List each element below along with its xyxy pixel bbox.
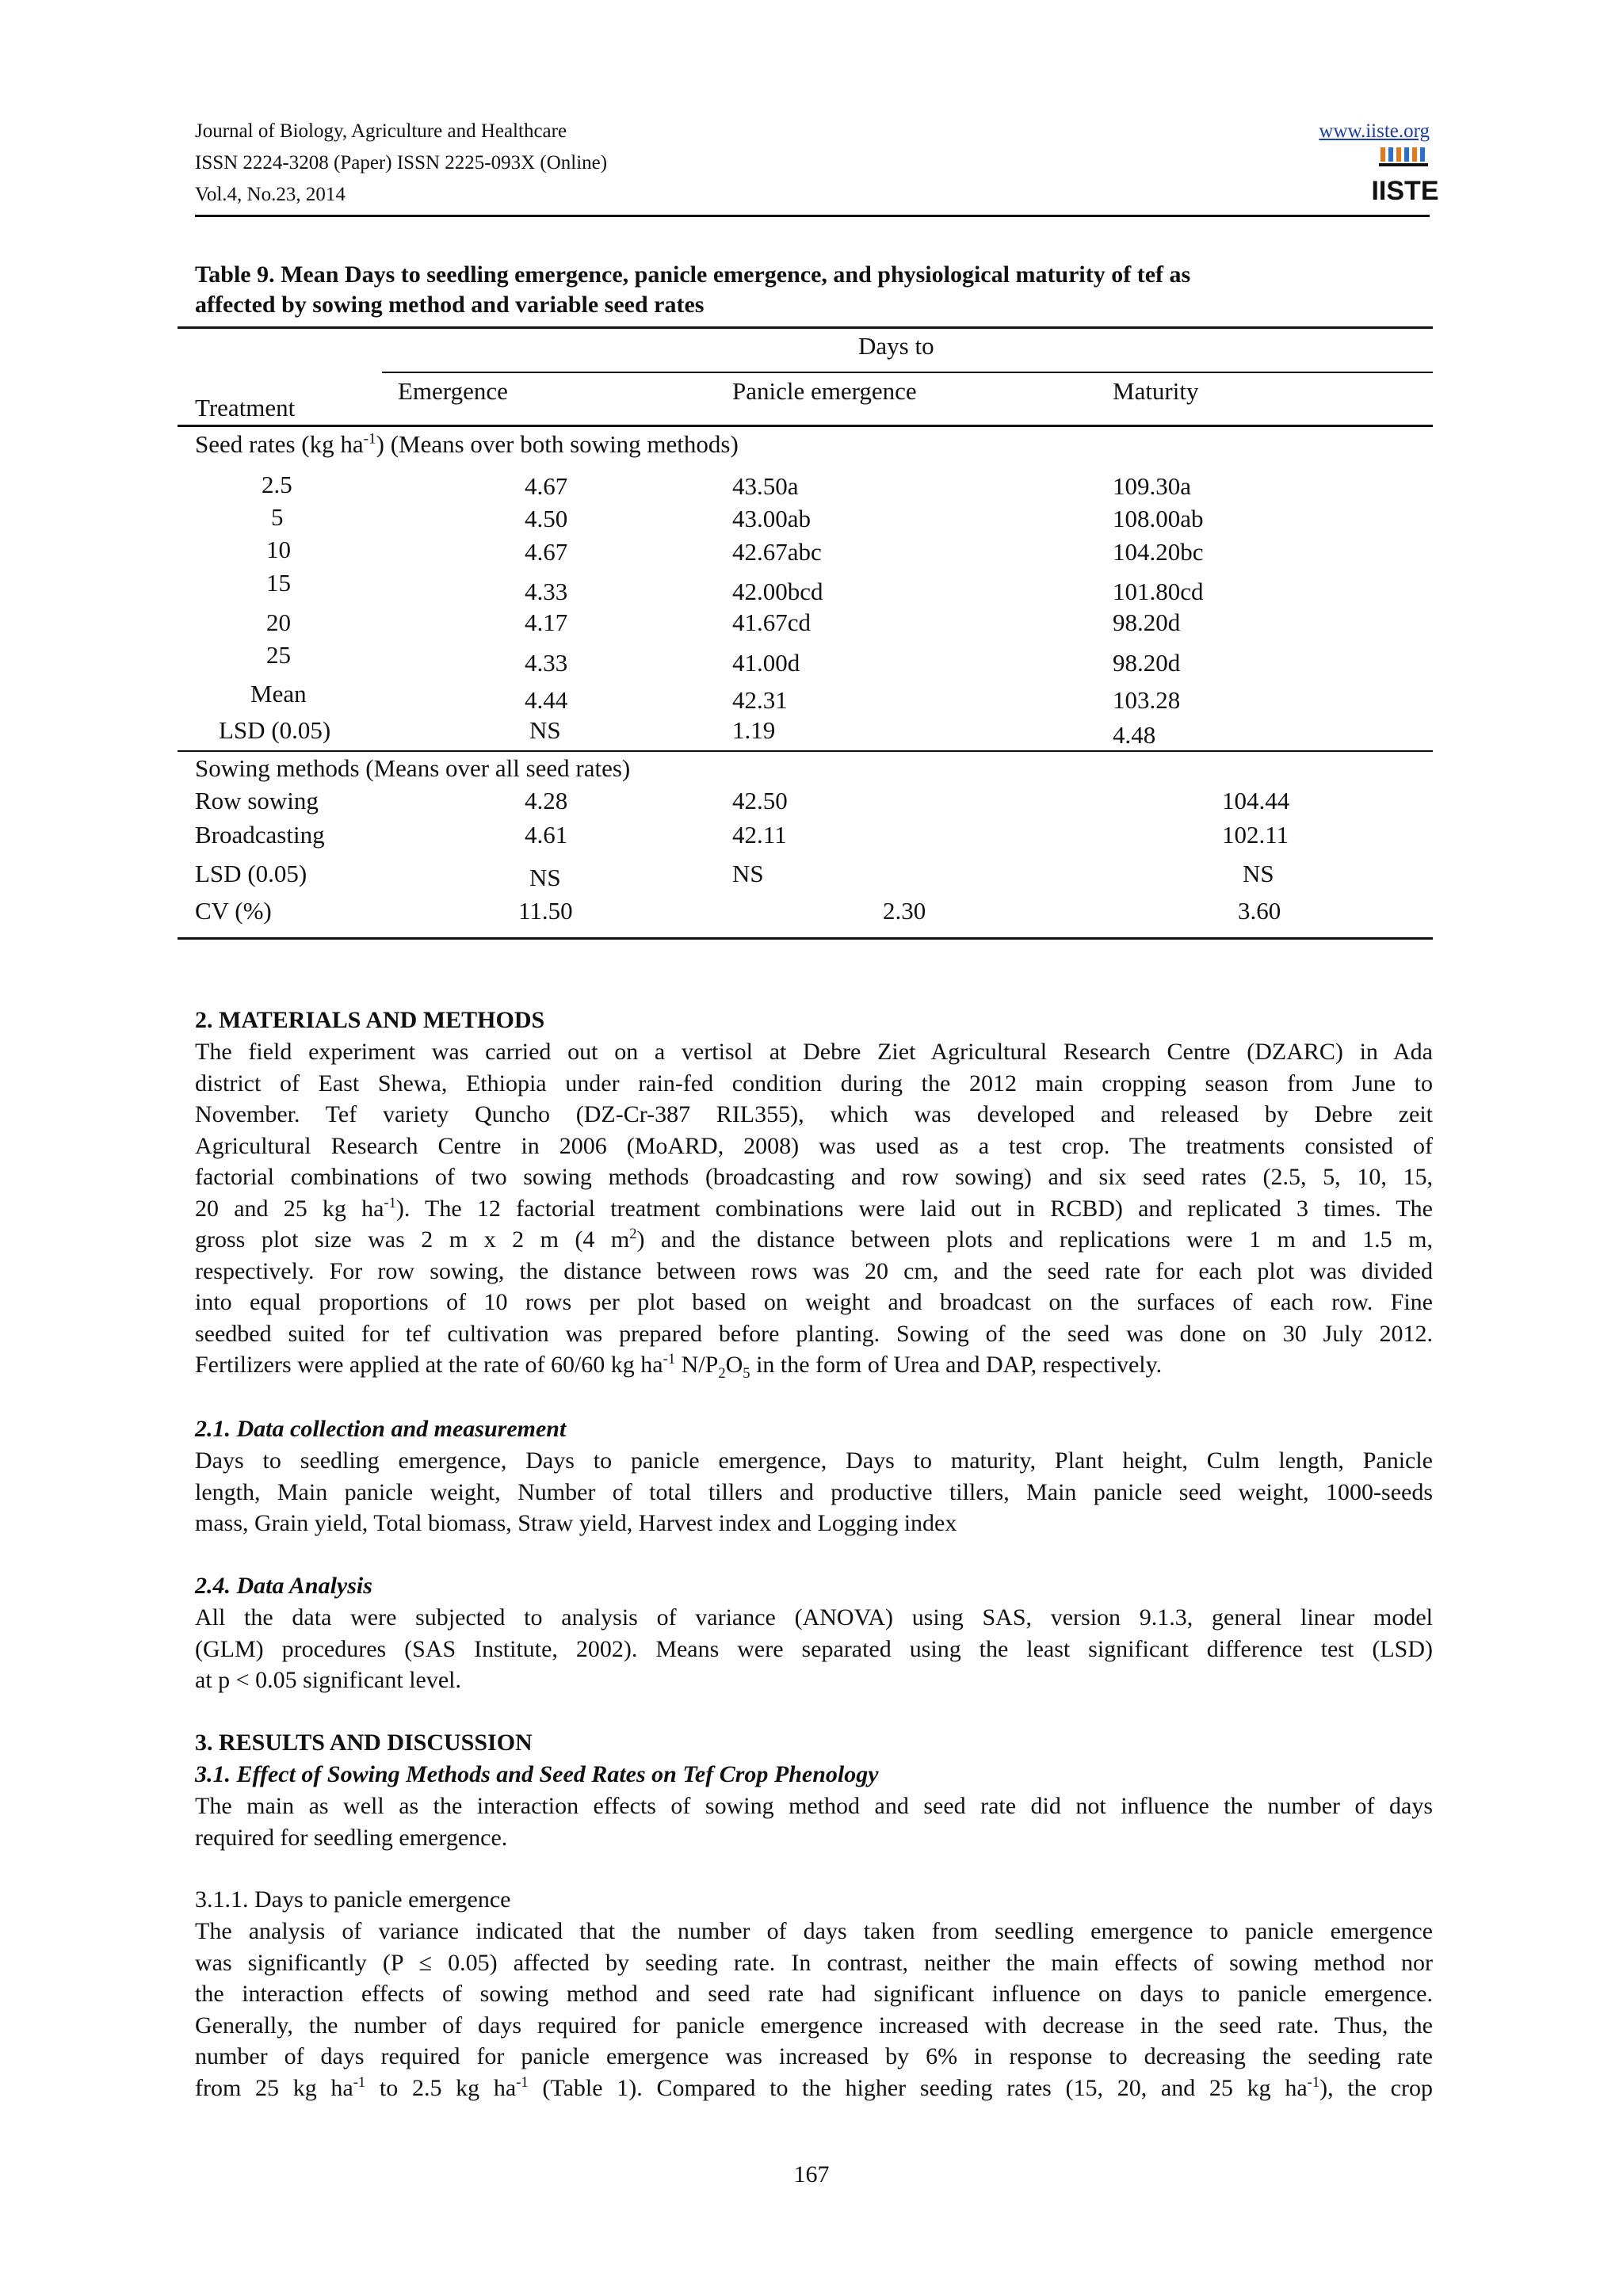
maturity-cell: 109.30a: [1113, 472, 1192, 500]
panicle-cell: 43.00ab: [732, 505, 812, 532]
maturity-cell: 104.44: [1222, 787, 1290, 814]
paragraph-data-collection: Days to seedling emergence, Days to panicle emergence, Days to maturity, Plant height, Culm length, Panicle length, Main panicle weight, Number of total tillers and productive tillers, Main panicle seed weight, 1000-seeds mass, Grain yield, Total biomass, Straw yield, Harvest index and Logging index: [195, 1447, 1433, 1536]
emergence-cell: 4.67: [525, 472, 568, 500]
emergence-cell: NS: [529, 716, 561, 744]
section-heading-panicle-emergence: 3.1.1. Days to panicle emergence: [195, 1886, 511, 1913]
header-rule: [195, 215, 1430, 217]
maturity-cell: 101.80cd: [1113, 578, 1204, 605]
panicle-cell: 42.00bcd: [732, 578, 823, 605]
section-heading-phenology: 3.1. Effect of Sowing Methods and Seed Rates on Tef Crop Phenology: [195, 1761, 879, 1787]
panicle-cell: 42.11: [732, 821, 787, 849]
panicle-cell: 2.30: [883, 897, 926, 925]
emergence-cell: NS: [529, 864, 561, 891]
table-group-rule: [382, 372, 1433, 373]
section-heading-data-collection: 2.1. Data collection and measurement: [195, 1416, 567, 1442]
paragraph-panicle-emergence: The analysis of variance indicated that the number of days taken from seedling emergence to panicle emergence was significantly (P ≤ 0.05) affected by seeding rate. In contrast, neither the main effects of sowing method nor the interaction effects of sowing method and seed rate had significant influence on days to panicle emergence. Generally, the number of days required for panicle emergence increased with decrease in the seed rate. Thus, the number of days required for panicle emergence was increased by 6% in response to decreasing the seeding rate from 25 kg $ha^{-1}$ to 2.5 kg $ha^{-1}$ (Table 1). Compared to the higher seeding rates (15, 20, and 25 kg $ha^{-1}$), the crop: [195, 1918, 1433, 2101]
panicle-cell: 41.67cd: [732, 608, 812, 636]
panicle-cell: 1.19: [732, 716, 776, 744]
maturity-cell: 104.20bc: [1113, 538, 1204, 566]
section-heading-data-analysis: 2.4. Data Analysis: [195, 1573, 372, 1599]
maturity-cell: NS: [1243, 860, 1274, 887]
journal-website-link[interactable]: www.iiste.org: [1319, 120, 1430, 142]
treatment-cell: LSD (0.05): [195, 860, 307, 887]
emergence-cell: 4.61: [525, 821, 568, 849]
treatment-cell: Row sowing: [195, 787, 319, 814]
panicle-cell: NS: [732, 860, 764, 887]
paragraph-materials-methods: The field experiment was carried out on a vertisol at Debre Ziet Agricultural Research Centre (DZARC) in Ada district of East Shewa, Ethiopia under rain-fed condition during the 2012 main cropping season from June to November. Tef variety Quncho (DZ-Cr-387 RIL355), which was developed and released by Debre zeit Agricultural Research Centre in 2006 (MoARD, 2008) was used as a test crop. The treatments consisted of factorial combinations of two sowing methods (broadcasting and row sowing) and six seed rates (2.5, 5, 10, 15, 20 and 25 kg $ha^{-1}$). The 12 factorial treatment combinations were laid out in RCBD) and replicated 3 times. The gross plot size was 2 m x 2 m (4 $m^2$) and the distance between plots and replications were 1 m and 1.5 m, respectively. For row sowing, the distance between rows was 20 cm, and the seed rate for each plot was divided into equal proportions of 10 rows per plot based on weight and broadcast on the surfaces of each row. Fine seedbed suited for tef cultivation was prepared before planting. Sowing of the seed was done on 30 July 2012. Fertilizers were applied at the rate of 60/60 kg $ha^{-1}$ $N/P_2O_5$ in the form of Urea and DAP, respectively.: [195, 1039, 1434, 1382]
page-number: 167: [793, 2161, 830, 2187]
paragraph-phenology: The main as well as the interaction effects of sowing method and seed rate did not influence the number of days required for seedling emergence.: [195, 1793, 1433, 1851]
emergence-cell: 4.33: [525, 578, 568, 605]
svg-text:IISTE: IISTE: [1371, 176, 1439, 206]
col-header-treatment: Treatment: [195, 394, 296, 421]
treatment-cell: CV (%): [195, 897, 272, 925]
table-section-sowing-methods: Sowing methods (Means over all seed rates): [195, 754, 631, 782]
panicle-cell: 42.50: [732, 787, 788, 814]
maturity-cell: 3.60: [1238, 897, 1281, 925]
journal-header: [195, 116, 607, 211]
emergence-cell: 4.28: [525, 787, 568, 814]
emergence-cell: 4.17: [525, 608, 568, 636]
emergence-cell: 11.50: [518, 897, 573, 925]
treatment-cell: 10: [266, 536, 291, 563]
panicle-cell: 42.67abc: [732, 538, 822, 566]
treatment-cell: 5: [271, 503, 284, 531]
emergence-cell: 4.44: [525, 686, 568, 714]
table-section-seed-rates: Seed rates (kg $ha^{-1}$) (Means over both sowing methods): [195, 430, 739, 458]
section-heading-materials-methods: 2. MATERIALS AND METHODS: [195, 1007, 545, 1033]
table-header-rule: [178, 425, 1433, 427]
table-top-rule: [178, 326, 1433, 329]
table-section-rule: [178, 750, 1433, 752]
treatment-cell: LSD (0.05): [219, 716, 331, 744]
emergence-cell: 4.33: [525, 649, 568, 677]
panicle-cell: 42.31: [732, 686, 788, 714]
treatment-cell: Mean: [250, 680, 307, 707]
maturity-cell: 98.20d: [1113, 608, 1181, 636]
col-header-maturity: Maturity: [1113, 377, 1199, 405]
section-heading-results: 3. RESULTS AND DISCUSSION: [195, 1730, 533, 1756]
iiste-logo-icon: [1371, 146, 1439, 206]
table-bottom-rule: [178, 937, 1433, 940]
treatment-cell: 25: [266, 641, 291, 669]
panicle-cell: 43.50a: [732, 472, 799, 500]
treatment-cell: 15: [266, 569, 291, 597]
emergence-cell: 4.67: [525, 538, 568, 566]
table-caption: Table 9. Mean Days to seedling emergence, panicle emergence, and physiological maturity of tef as affected by sowing method and variable seed rates: [195, 261, 1191, 318]
maturity-cell: 98.20d: [1113, 649, 1181, 677]
journal-volume: Vol.4, No.23, 2014: [195, 184, 346, 205]
treatment-cell: 2.5: [262, 471, 292, 498]
treatment-cell: 20: [266, 608, 291, 636]
paragraph-data-analysis: All the data were subjected to analysis of variance (ANOVA) using SAS, version 9.1.3, general linear model (GLM) procedures (SAS Institute, 2002). Means were separated using the least significant difference test (LSD) at p < 0.05 significant level.: [195, 1604, 1433, 1693]
treatment-cell: Broadcasting: [195, 821, 325, 849]
maturity-cell: 108.00ab: [1113, 505, 1204, 532]
emergence-cell: 4.50: [525, 505, 568, 532]
col-header-emergence: Emergence: [398, 377, 508, 405]
panicle-cell: 41.00d: [732, 649, 800, 677]
journal-issn: ISSN 2224-3208 (Paper) ISSN 2225-093X (Online): [195, 152, 608, 174]
table-group-header: Days to: [858, 332, 934, 360]
maturity-cell: 4.48: [1113, 721, 1156, 749]
maturity-cell: 103.28: [1113, 686, 1181, 714]
journal-title: Journal of Biology, Agriculture and Healthcare: [195, 120, 567, 142]
col-header-panicle: Panicle emergence: [732, 377, 917, 405]
maturity-cell: 102.11: [1222, 821, 1289, 849]
